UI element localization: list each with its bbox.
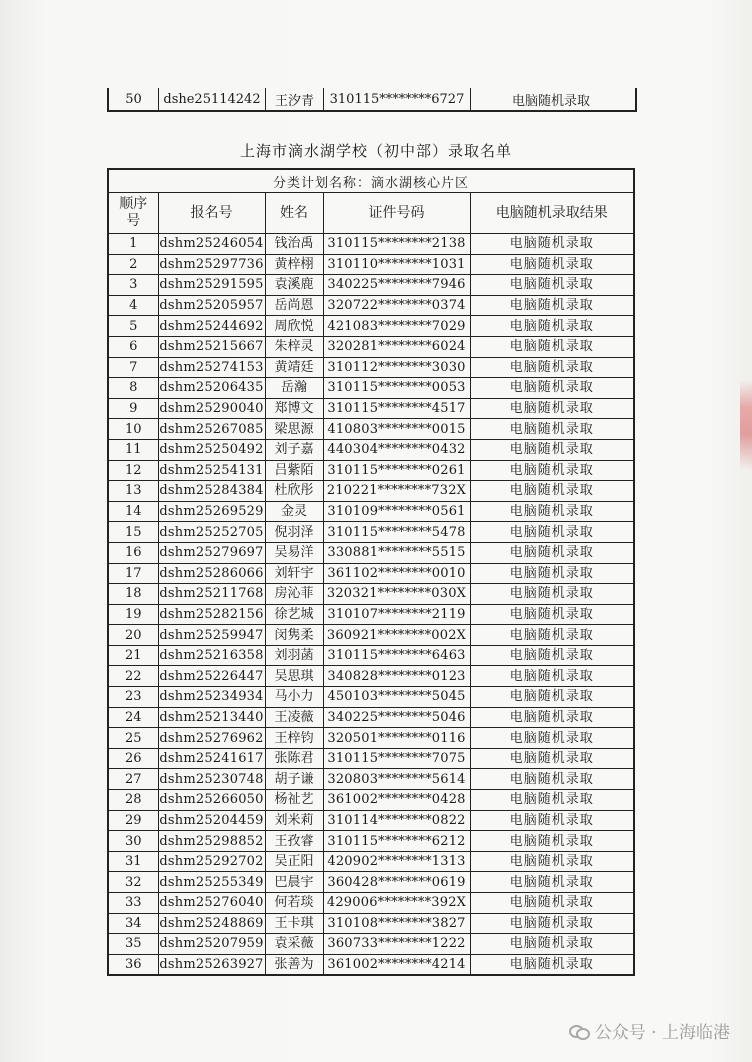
- row-result: 电脑随机录取: [470, 584, 634, 605]
- row-result: 电脑随机录取: [470, 769, 634, 790]
- table-row: [108, 625, 634, 646]
- prev-row-name: 王汐青: [266, 88, 324, 110]
- row-reg: dshm25250492: [158, 439, 265, 460]
- row-reg: dshm25291595: [158, 275, 265, 296]
- row-no: 24: [108, 707, 158, 728]
- table-row: [108, 934, 634, 955]
- row-no: 34: [108, 913, 158, 934]
- table-row: [108, 481, 634, 502]
- row-result: 电脑随机录取: [470, 934, 634, 955]
- header-no: 顺序号: [108, 193, 158, 234]
- row-name: 王梓钧: [265, 728, 323, 749]
- row-reg: dshm25297736: [158, 254, 265, 275]
- table-row: [108, 893, 634, 914]
- admission-table: [107, 168, 635, 976]
- row-name: 吴易洋: [265, 542, 323, 563]
- row-name: 房沁菲: [265, 584, 323, 605]
- row-name: 袁溪鹿: [265, 275, 323, 296]
- row-no: 30: [108, 831, 158, 852]
- row-reg: dshm25298852: [158, 831, 265, 852]
- table-row: [108, 275, 634, 296]
- row-name: 黄靖廷: [265, 357, 323, 378]
- row-no: 21: [108, 645, 158, 666]
- page-title: 上海市滴水湖学校（初中部）录取名单: [239, 142, 512, 160]
- row-reg: dshm25254131: [158, 460, 265, 481]
- table-row: [108, 378, 634, 399]
- header-result: 电脑随机录取结果: [470, 193, 634, 234]
- row-reg: dshm25284384: [158, 481, 265, 502]
- row-result: 电脑随机录取: [470, 625, 634, 646]
- row-name: 钱治禹: [265, 234, 323, 255]
- row-idno: 320501********0116: [323, 728, 470, 749]
- row-result: 电脑随机录取: [470, 357, 634, 378]
- row-name: 朱梓灵: [265, 336, 323, 357]
- row-idno: 450103********5045: [323, 687, 470, 708]
- row-idno: 310115********0053: [323, 378, 470, 399]
- row-reg: dshm25213440: [158, 707, 265, 728]
- row-result: 电脑随机录取: [470, 501, 634, 522]
- row-idno: 340225********7946: [323, 275, 470, 296]
- row-result: 电脑随机录取: [470, 872, 634, 893]
- table-row: [108, 728, 634, 749]
- row-name: 杜欣彤: [265, 481, 323, 502]
- row-name: 黄梓栩: [265, 254, 323, 275]
- row-reg: dshm25204459: [158, 810, 265, 831]
- table-row: [108, 254, 634, 275]
- row-idno: 310114********0822: [323, 810, 470, 831]
- row-no: 18: [108, 584, 158, 605]
- table-row: [108, 542, 634, 563]
- row-reg: dshm25211768: [158, 584, 265, 605]
- row-result: 电脑随机录取: [470, 419, 634, 440]
- plan-row: [108, 169, 634, 193]
- table-row: [108, 584, 634, 605]
- row-no: 13: [108, 481, 158, 502]
- row-idno: 310112********3030: [323, 357, 470, 378]
- header-row: [108, 193, 634, 234]
- row-idno: 360921********002X: [323, 625, 470, 646]
- row-result: 电脑随机录取: [470, 954, 634, 975]
- row-reg: dshm25292702: [158, 851, 265, 872]
- row-result: 电脑随机录取: [470, 810, 634, 831]
- row-reg: dshm25266050: [158, 790, 265, 811]
- row-name: 吕紫陌: [265, 460, 323, 481]
- row-name: 金灵: [265, 501, 323, 522]
- row-result: 电脑随机录取: [470, 748, 634, 769]
- row-idno: 310115********0261: [323, 460, 470, 481]
- table-row: [108, 295, 634, 316]
- row-reg: dshm25226447: [158, 666, 265, 687]
- table-row: [108, 769, 634, 790]
- row-reg: dshm25279697: [158, 542, 265, 563]
- row-no: 11: [108, 439, 158, 460]
- row-no: 27: [108, 769, 158, 790]
- row-reg: dshm25234934: [158, 687, 265, 708]
- row-result: 电脑随机录取: [470, 542, 634, 563]
- row-idno: 310115********5478: [323, 522, 470, 543]
- row-result: 电脑随机录取: [470, 378, 634, 399]
- carried-over-row: [107, 88, 637, 112]
- row-result: 电脑随机录取: [470, 275, 634, 296]
- row-reg: dshm25241617: [158, 748, 265, 769]
- row-no: 7: [108, 357, 158, 378]
- row-reg: dshm25267085: [158, 419, 265, 440]
- row-name: 张善为: [265, 954, 323, 975]
- row-no: 3: [108, 275, 158, 296]
- row-result: 电脑随机录取: [470, 398, 634, 419]
- row-idno: 361002********4214: [323, 954, 470, 975]
- row-name: 徐艺城: [265, 604, 323, 625]
- prev-row-result: 电脑随机录取: [511, 93, 590, 109]
- row-no: 6: [108, 336, 158, 357]
- row-no: 29: [108, 810, 158, 831]
- row-idno: 310115********6463: [323, 645, 470, 666]
- row-reg: dshm25205957: [158, 295, 265, 316]
- table-row: [108, 831, 634, 852]
- row-no: 14: [108, 501, 158, 522]
- table-row: [108, 666, 634, 687]
- plan-name: 分类计划名称：滴水湖核心片区: [108, 169, 634, 193]
- row-no: 5: [108, 316, 158, 337]
- row-idno: 210221********732X: [323, 481, 470, 502]
- row-idno: 320281********6024: [323, 336, 470, 357]
- row-name: 马小力: [265, 687, 323, 708]
- row-name: 郑博文: [265, 398, 323, 419]
- row-result: 电脑随机录取: [470, 563, 634, 584]
- row-name: 刘子嘉: [265, 439, 323, 460]
- table-row: [108, 810, 634, 831]
- row-idno: 361102********0010: [323, 563, 470, 584]
- row-name: 吴思琪: [265, 666, 323, 687]
- table-row: [108, 419, 634, 440]
- prev-row-reg: dshe25114242: [159, 88, 266, 110]
- row-result: 电脑随机录取: [470, 522, 634, 543]
- row-idno: 310110********1031: [323, 254, 470, 275]
- row-no: 10: [108, 419, 158, 440]
- row-idno: 420902********1313: [323, 851, 470, 872]
- row-name: 吴正阳: [265, 851, 323, 872]
- row-result: 电脑随机录取: [470, 481, 634, 502]
- row-reg: dshm25244692: [158, 316, 265, 337]
- row-no: 8: [108, 378, 158, 399]
- row-result: 电脑随机录取: [470, 439, 634, 460]
- table-row: [108, 501, 634, 522]
- row-reg: dshm25255349: [158, 872, 265, 893]
- row-no: 20: [108, 625, 158, 646]
- row-result: 电脑随机录取: [470, 728, 634, 749]
- table-row: [108, 707, 634, 728]
- row-result: 电脑随机录取: [470, 645, 634, 666]
- table-row: [108, 522, 634, 543]
- row-name: 袁采薇: [265, 934, 323, 955]
- row-result: 电脑随机录取: [470, 460, 634, 481]
- row-no: 4: [108, 295, 158, 316]
- row-result: 电脑随机录取: [470, 707, 634, 728]
- row-idno: 429006********392X: [323, 893, 470, 914]
- row-idno: 340225********5046: [323, 707, 470, 728]
- header-name: 姓名: [265, 193, 323, 234]
- watermark: [569, 1018, 730, 1043]
- row-idno: 310115********6212: [323, 831, 470, 852]
- row-idno: 360428********0619: [323, 872, 470, 893]
- row-name: 倪羽泽: [265, 522, 323, 543]
- row-idno: 361002********0428: [323, 790, 470, 811]
- row-idno: 340828********0123: [323, 666, 470, 687]
- row-no: 31: [108, 851, 158, 872]
- table-row: [108, 563, 634, 584]
- row-result: 电脑随机录取: [470, 790, 634, 811]
- prev-row-no: 50: [109, 88, 159, 110]
- row-result: 电脑随机录取: [470, 893, 634, 914]
- wechat-icon: [569, 1023, 589, 1039]
- row-reg: dshm25276962: [158, 728, 265, 749]
- row-idno: 310108********3827: [323, 913, 470, 934]
- row-name: 张陈君: [265, 748, 323, 769]
- row-result: 电脑随机录取: [470, 666, 634, 687]
- table-row: [108, 357, 634, 378]
- row-name: 梁思源: [265, 419, 323, 440]
- row-name: 岳瀚: [265, 378, 323, 399]
- watermark-text: 公众号 · 上海临港: [594, 1023, 730, 1043]
- row-no: 17: [108, 563, 158, 584]
- row-no: 1: [108, 234, 158, 255]
- row-idno: 320803********5614: [323, 769, 470, 790]
- table-row: [108, 872, 634, 893]
- row-result: 电脑随机录取: [470, 851, 634, 872]
- row-result: 电脑随机录取: [470, 604, 634, 625]
- row-name: 王孜睿: [265, 831, 323, 852]
- row-no: 32: [108, 872, 158, 893]
- row-name: 岳尚恩: [265, 295, 323, 316]
- row-no: 35: [108, 934, 158, 955]
- row-result: 电脑随机录取: [470, 316, 634, 337]
- row-idno: 310115********4517: [323, 398, 470, 419]
- row-reg: dshm25246054: [158, 234, 265, 255]
- row-reg: dshm25290040: [158, 398, 265, 419]
- row-name: 刘轩宇: [265, 563, 323, 584]
- row-idno: 330881********5515: [323, 542, 470, 563]
- row-name: 刘羽菡: [265, 645, 323, 666]
- row-reg: dshm25252705: [158, 522, 265, 543]
- row-idno: 421083********7029: [323, 316, 470, 337]
- row-no: 12: [108, 460, 158, 481]
- table-row: [108, 748, 634, 769]
- row-reg: dshm25274153: [158, 357, 265, 378]
- row-reg: dshm25230748: [158, 769, 265, 790]
- row-reg: dshm25259947: [158, 625, 265, 646]
- row-name: 何若琰: [265, 893, 323, 914]
- table-row: [108, 234, 634, 255]
- row-reg: dshm25215667: [158, 336, 265, 357]
- table-row: [108, 913, 634, 934]
- row-no: 25: [108, 728, 158, 749]
- row-reg: dshm25206435: [158, 378, 265, 399]
- header-idno: 证件号码: [323, 193, 470, 234]
- row-no: 15: [108, 522, 158, 543]
- red-stamp-edge: [740, 380, 752, 470]
- row-result: 电脑随机录取: [470, 234, 634, 255]
- table-row: [108, 604, 634, 625]
- prev-row-idno: 310115********6727: [324, 88, 471, 110]
- table-row: [108, 954, 634, 975]
- row-no: 36: [108, 954, 158, 975]
- row-result: 电脑随机录取: [470, 831, 634, 852]
- table-row: [108, 851, 634, 872]
- row-name: 巴晨宇: [265, 872, 323, 893]
- table-row: [108, 316, 634, 337]
- row-result: 电脑随机录取: [470, 254, 634, 275]
- row-reg: dshm25276040: [158, 893, 265, 914]
- row-name: 胡子谦: [265, 769, 323, 790]
- row-result: 电脑随机录取: [470, 295, 634, 316]
- row-no: 23: [108, 687, 158, 708]
- row-no: 28: [108, 790, 158, 811]
- table-row: [108, 687, 634, 708]
- row-result: 电脑随机录取: [470, 336, 634, 357]
- row-no: 26: [108, 748, 158, 769]
- table-row: [108, 790, 634, 811]
- row-no: 9: [108, 398, 158, 419]
- row-name: 杨祉艺: [265, 790, 323, 811]
- row-no: 22: [108, 666, 158, 687]
- table-row: [108, 336, 634, 357]
- row-name: 闵隽柔: [265, 625, 323, 646]
- row-result: 电脑随机录取: [470, 913, 634, 934]
- row-idno: 310107********2119: [323, 604, 470, 625]
- row-reg: dshm25248869: [158, 913, 265, 934]
- row-idno: 440304********0432: [323, 439, 470, 460]
- row-no: 33: [108, 893, 158, 914]
- row-result: 电脑随机录取: [470, 687, 634, 708]
- row-idno: 320321********030X: [323, 584, 470, 605]
- row-reg: dshm25216358: [158, 645, 265, 666]
- row-reg: dshm25269529: [158, 501, 265, 522]
- row-idno: 410803********0015: [323, 419, 470, 440]
- row-idno: 360733********1222: [323, 934, 470, 955]
- row-name: 周欣悦: [265, 316, 323, 337]
- row-no: 16: [108, 542, 158, 563]
- row-idno: 310115********2138: [323, 234, 470, 255]
- table-row: [108, 398, 634, 419]
- row-no: 19: [108, 604, 158, 625]
- row-no: 2: [108, 254, 158, 275]
- row-name: 王凌薇: [265, 707, 323, 728]
- row-reg: dshm25207959: [158, 934, 265, 955]
- row-name: 王卡琪: [265, 913, 323, 934]
- row-idno: 310109********0561: [323, 501, 470, 522]
- row-reg: dshm25263927: [158, 954, 265, 975]
- header-reg: 报名号: [158, 193, 265, 234]
- table-row: [108, 460, 634, 481]
- row-reg: dshm25282156: [158, 604, 265, 625]
- row-idno: 310115********7075: [323, 748, 470, 769]
- row-idno: 320722********0374: [323, 295, 470, 316]
- row-reg: dshm25286066: [158, 563, 265, 584]
- table-row: [108, 645, 634, 666]
- table-row: [108, 439, 634, 460]
- row-name: 刘米莉: [265, 810, 323, 831]
